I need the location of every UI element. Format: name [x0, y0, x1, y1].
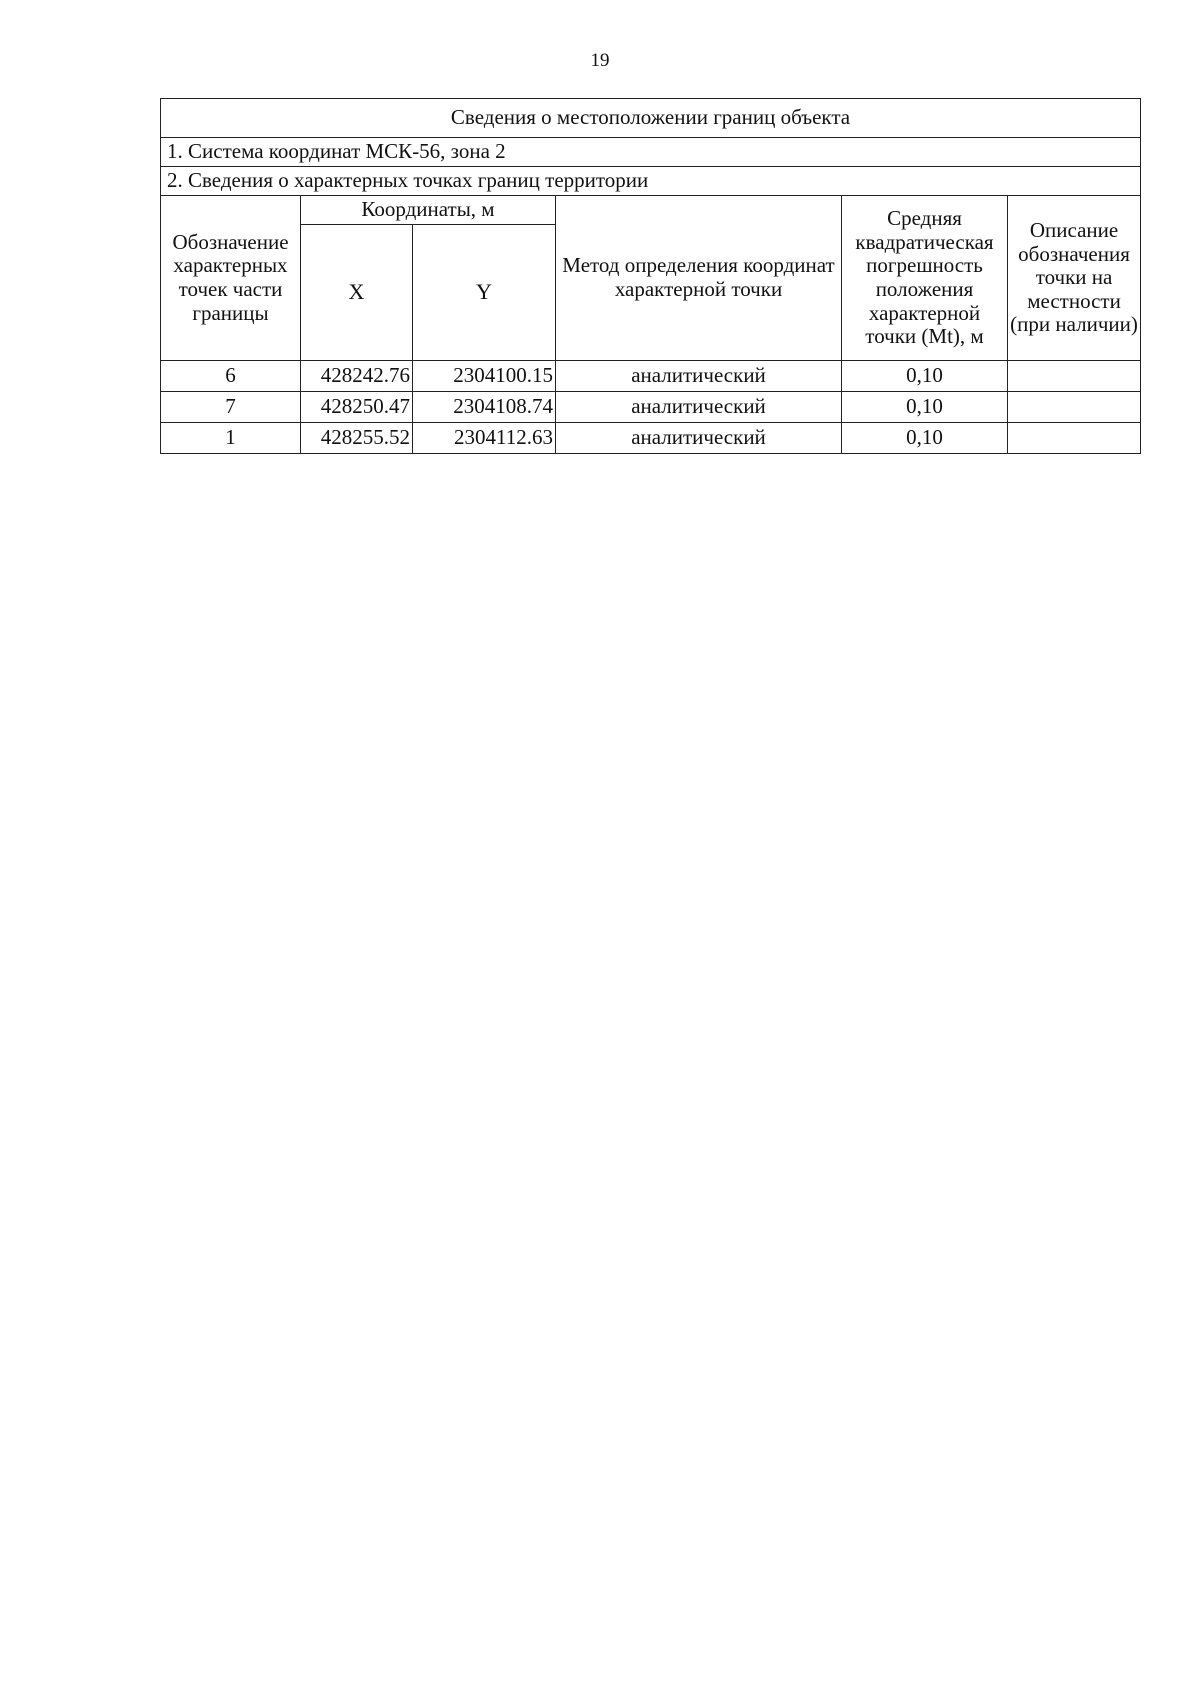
section-row: [161, 167, 1141, 196]
points-section: 2. Сведения о характерных точках границ территории: [161, 167, 1141, 196]
header-y: Y: [413, 225, 556, 361]
table-title-row: [161, 99, 1141, 138]
cell-y: 2304112.63: [413, 423, 556, 454]
header-coordinates: Координаты, м: [301, 196, 556, 225]
cell-description: [1008, 361, 1141, 392]
cell-x: 428255.52: [301, 423, 413, 454]
coordinate-system-section: 1. Система координат МСК-56, зона 2: [161, 138, 1141, 167]
cell-x: 428250.47: [301, 392, 413, 423]
cell-error: 0,10: [842, 361, 1008, 392]
header-error: Средняя квадратическая погрешность положения характерной точки (Mt), м: [842, 196, 1008, 361]
cell-description: [1008, 392, 1141, 423]
page-number: 19: [590, 50, 610, 71]
header-x: X: [301, 225, 413, 361]
cell-point: 1: [161, 423, 301, 454]
header-point: Обозначение характерных точек части границы: [161, 196, 301, 361]
cell-x: 428242.76: [301, 361, 413, 392]
cell-y: 2304100.15: [413, 361, 556, 392]
header-description: Описание обозначения точки на местности (при наличии): [1008, 196, 1141, 361]
header-row: [161, 196, 1141, 225]
cell-point: 7: [161, 392, 301, 423]
boundary-points-table: [160, 98, 1141, 454]
cell-method: аналитический: [556, 423, 842, 454]
table-row: [161, 361, 1141, 392]
cell-error: 0,10: [842, 423, 1008, 454]
cell-error: 0,10: [842, 392, 1008, 423]
section-row: [161, 138, 1141, 167]
cell-method: аналитический: [556, 392, 842, 423]
table-row: [161, 392, 1141, 423]
cell-description: [1008, 423, 1141, 454]
cell-point: 6: [161, 361, 301, 392]
cell-method: аналитический: [556, 361, 842, 392]
cell-y: 2304108.74: [413, 392, 556, 423]
header-method: Метод определения координат характерной точки: [556, 196, 842, 361]
table-row: [161, 423, 1141, 454]
table-title: Сведения о местоположении границ объекта: [161, 99, 1141, 138]
